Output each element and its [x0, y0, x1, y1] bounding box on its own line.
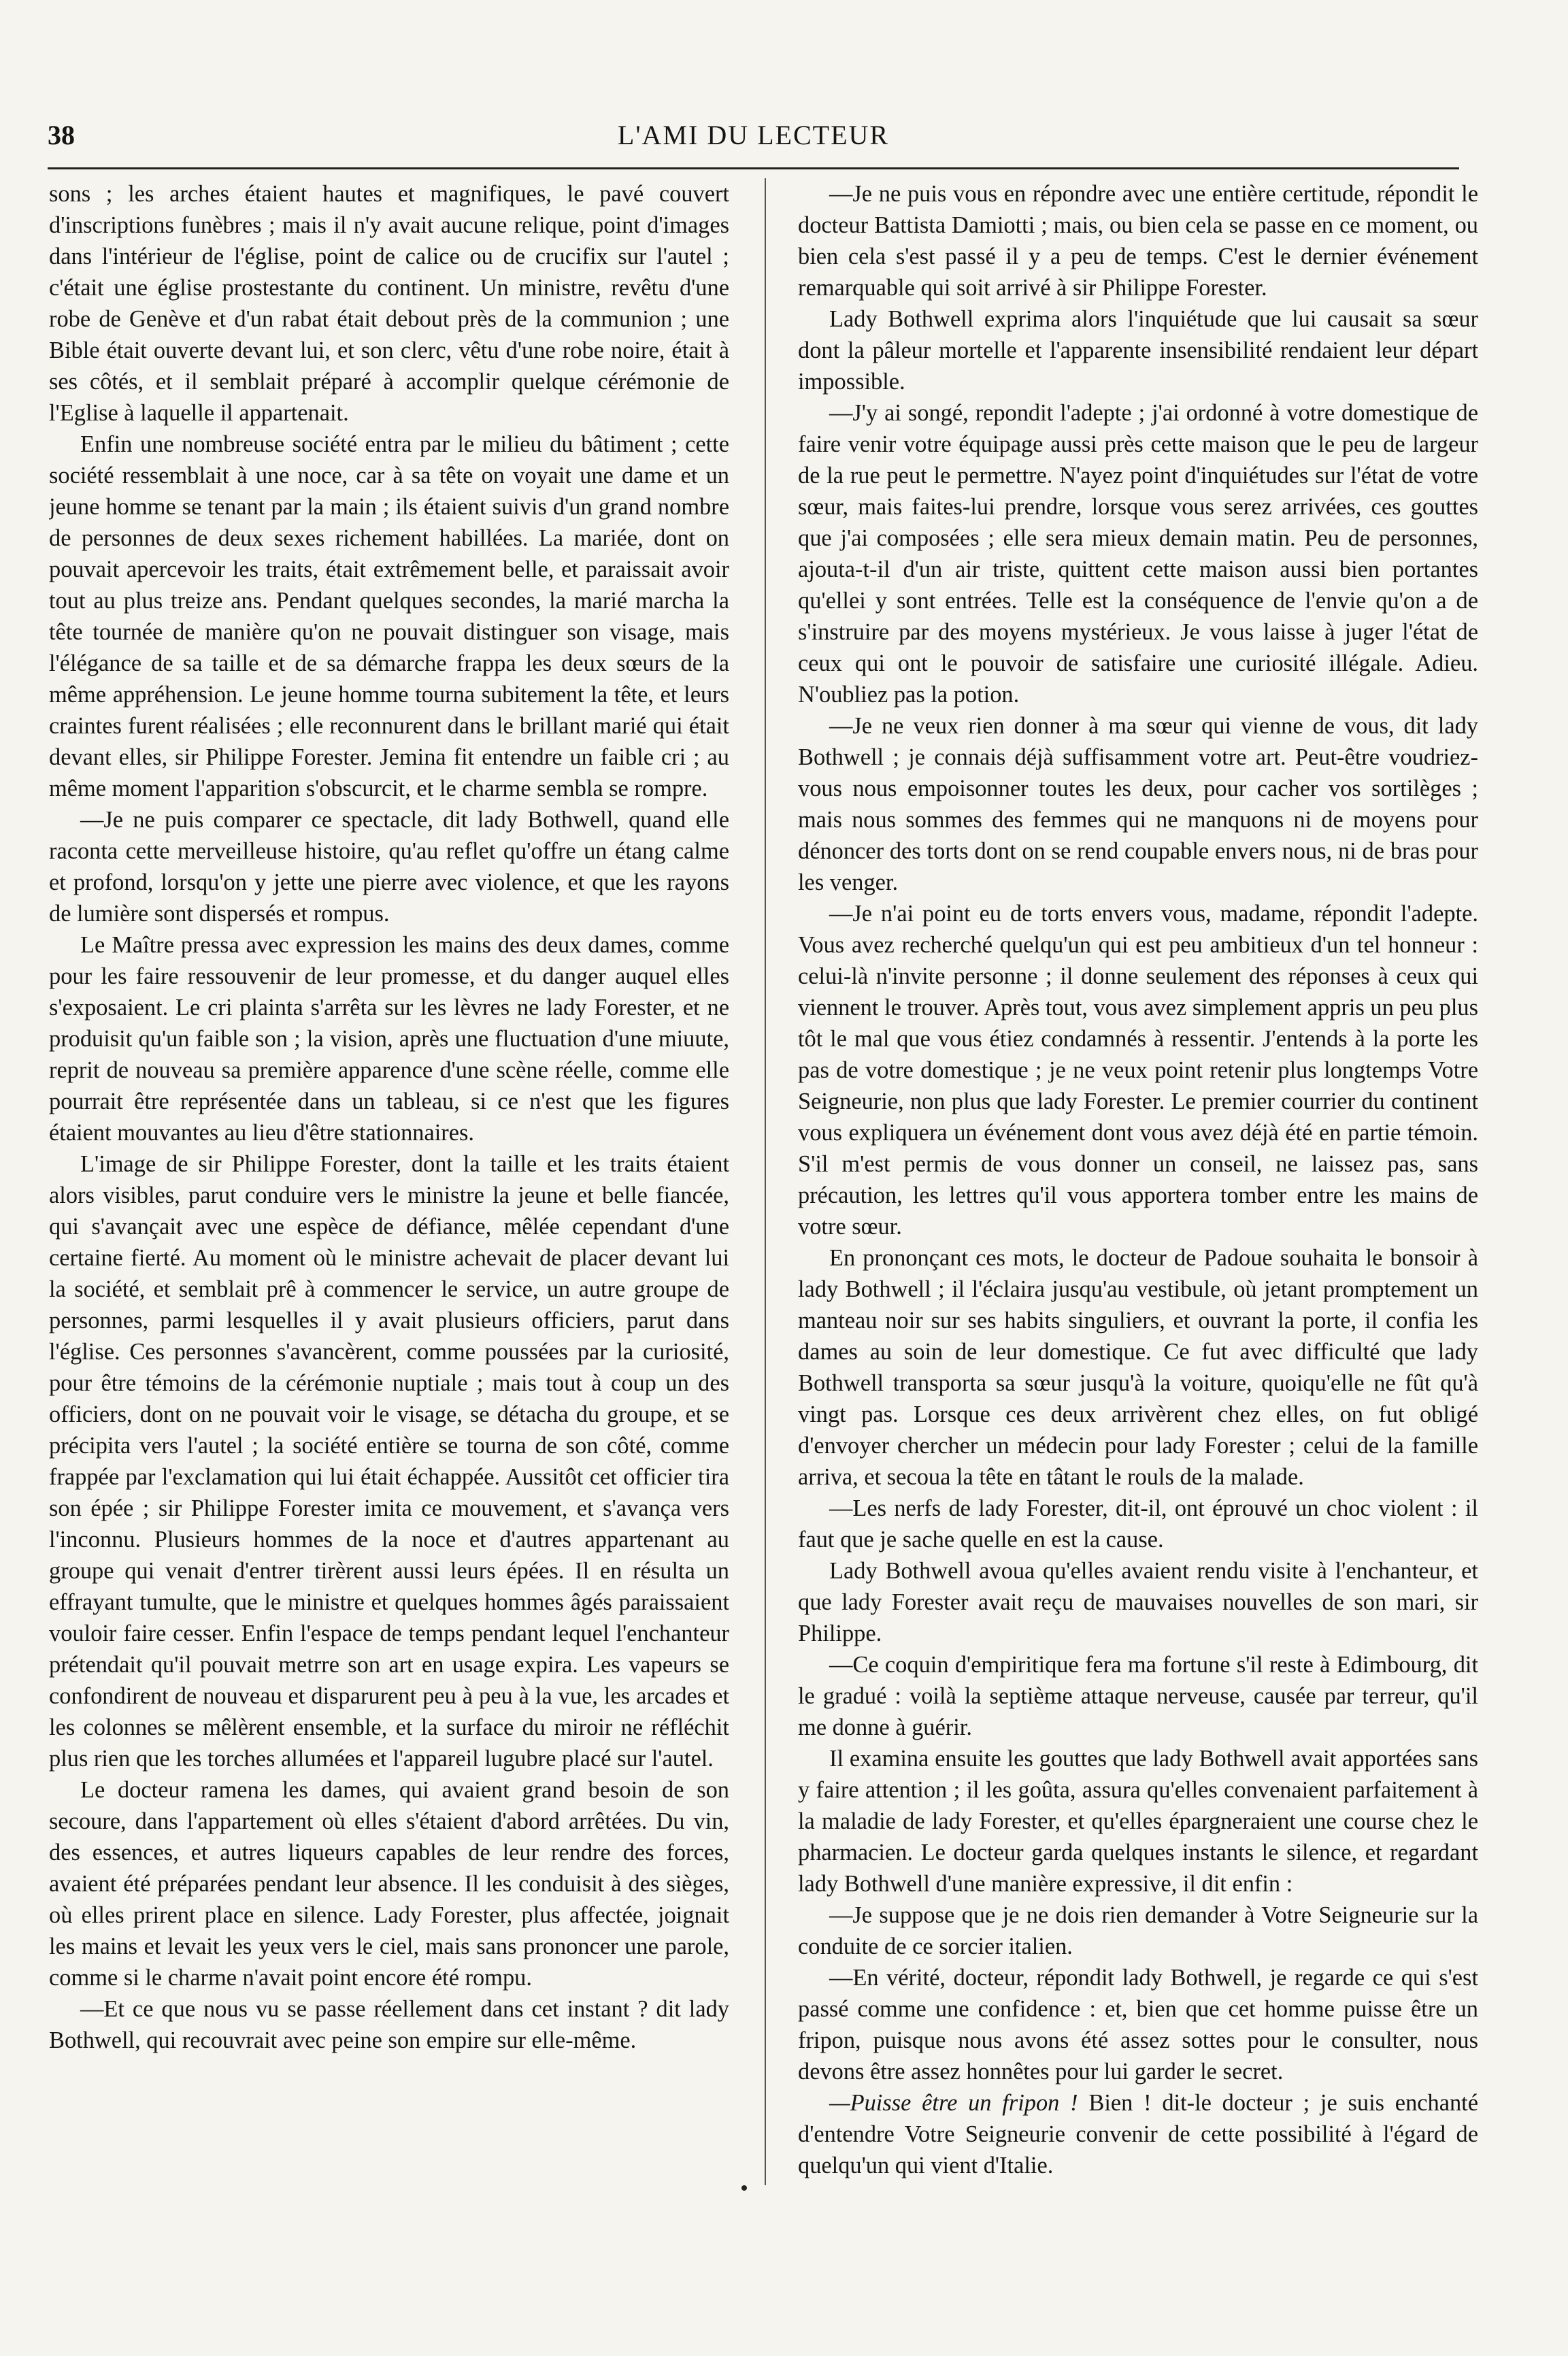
column-divider: [765, 178, 766, 2185]
footer-mark: [741, 2185, 747, 2191]
paragraph: L'image de sir Philippe Forester, dont la taille et les traits étaient alors visibles, parut conduire vers le ministre la jeune et belle fiancée, qui s'avançait avec une espèce de défiance, mêlée cependant d'une certaine fierté. Au moment où le ministre achevait de placer devant lui la société, et semblait prê à commencer le service, un autre groupe de personnes, parmi lesquelles il y avait plusieurs officiers, parut dans l'église. Ces personnes s'avancèrent, comme poussées par la curiosité, pour être témoins de la cérémonie nuptiale ; mais tout à coup un des officiers, dont on ne pouvait voir le visage, se détacha du groupe, et se précipita vers l'autel ; la société entière se tourna de son côté, comme frappée par l'exclamation qui lui était échappée. Aussitôt cet officier tira son épée ; sir Philippe Forester imita ce mouvement, et s'avança vers l'inconnu. Plusieurs hommes de la noce et d'autres appartenant au groupe qui venait d'entrer tirèrent aussi leurs épées. Il en résulta un effrayant tumulte, que le ministre et quelques hommes âgés paraissaient vouloir faire cesser. Enfin l'espace de temps pendant lequel l'enchanteur prétendait qu'il pouvait metrre son art en usage expira. Les vapeurs se confondirent de nouveau et disparurent peu à peu à la vue, les arcades et les colonnes se mêlèrent ensemble, et la surface du miroir ne réfléchit plus rien que les torches allumées et l'appareil lugubre placé sur l'autel.: [49, 1151, 729, 1772]
paragraph: En prononçant ces mots, le docteur de Padoue souhaita le bonsoir à lady Bothwell ; il l'éclaira jusqu'au vestibule, où jetant promptement un manteau noir sur ses habits singuliers, et ouvrant la porte, il confia les dames au soin de leur domestique. Ce fut avec difficulté que lady Bothwell transporta sa sœur jusqu'à la voiture, quoiqu'elle ne fût qu'à vingt pas. Lorsque ces deux arrivèrent chez elles, on fut obligé d'envoyer chercher un médecin pour lady Forester ; celui de la famille arriva, et secoua la tête en tâtant le rouls de la malade.: [798, 1245, 1478, 1490]
italic-quote: —Puisse être un fripon !: [829, 2090, 1078, 2116]
header-rule: [48, 167, 1459, 169]
running-title: L'AMI DU LECTEUR: [617, 120, 890, 150]
paragraph: —En vérité, docteur, répondit lady Bothwell, je regarde ce qui s'est passé comme une confidence : et, bien que cet homme puisse être un fripon, puisque nous avons été assez sottes pour le consulter, nous devons être assez honnêtes pour lui garder le secret.: [798, 1965, 1478, 2085]
paragraph: —Je ne puis vous en répondre avec une entière certitude, répondit le docteur Battista Damiotti ; mais, ou bien cela se passe en ce moment, ou bien cela s'est passé il y a peu de temps. C'est le dernier événement remarquable qui soit arrivé à sir Philippe Forester.: [798, 181, 1478, 301]
paragraph: —Je ne veux rien donner à ma sœur qui vienne de vous, dit lady Bothwell ; je connais déjà suffisamment votre art. Peut-être voudriez-vous nous empoisonner toutes les deux, pour cacher vos sortilèges ; mais nous sommes des femmes qui ne manquons ni de moyens pour dénoncer des torts dont on se rend coupable envers nous, ni de bras pour les venger.: [798, 713, 1478, 895]
page-header: [48, 119, 1459, 167]
paragraph: Lady Bothwell avoua qu'elles avaient rendu visite à l'enchanteur, et que lady Forester avait reçu de mauvaises nouvelles de son mari, sir Philippe.: [798, 1558, 1478, 1646]
paragraph: —Je suppose que je ne dois rien demander à Votre Seigneurie sur la conduite de ce sorcier italien.: [798, 1902, 1478, 1959]
paragraph: Le Maître pressa avec expression les mains des deux dames, comme pour les faire ressouvenir de leur promesse, et du danger auquel elles s'exposaient. Le cri plainta s'arrêta sur les lèvres ne lady Forester, et ne produisit qu'un faible son ; la vision, après une fluctuation d'une miuute, reprit de nouveau sa première apparence d'une scène réelle, comme elle pourrait être représentée dans un tableau, si ce n'est que les figures étaient mouvantes au lieu d'être stationnaires.: [49, 932, 729, 1146]
paragraph: —Et ce que nous vu se passe réellement dans cet instant ? dit lady Bothwell, qui recouvrait avec peine son empire sur elle-même.: [49, 1996, 729, 2053]
paragraph: —Je n'ai point eu de torts envers vous, madame, répondit l'adepte. Vous avez recherché quelqu'un qui est peu ambitieux d'un tel honneur : celui-là n'invite personne ; il donne seulement des réponses à ceux qui viennent le trouver. Après tout, vous avez simplement appris un peu plus tôt le mal que vous étiez condamnés à ressentir. J'entends à la porte les pas de votre domestique ; je ne veux point retenir plus longtemps Votre Seigneurie, non plus que lady Forester. Le premier courrier du continent vous expliquera un événement dont vous avez déjà été en partie témoin. S'il m'est permis de vous donner un conseil, ne laissez pas, sans précaution, les lettres qu'il vous apportera tomber entre les mains de votre sœur.: [798, 901, 1478, 1240]
right-column: [798, 178, 1478, 2301]
paragraph-last: [798, 2087, 1478, 2181]
paragraph: Il examina ensuite les gouttes que lady Bothwell avait apportées sans y faire attention ; il les goûta, assura qu'elles convenaient parfaitement à la maladie de lady Forester, et qu'elles épargneraient une course chez le pharmacien. Le docteur garda quelques instants le silence, et regardant lady Bothwell d'une manière expressive, il dit enfin :: [798, 1746, 1478, 1897]
paragraph: Enfin une nombreuse société entra par le milieu du bâtiment ; cette société ressemblait à une noce, car à sa tête on voyait une dame et un jeune homme se tenant par la main ; ils étaient suivis d'un grand nombre de personnes de deux sexes richement habillées. La mariée, dont on pouvait apercevoir les traits, était extrêmement belle, et paraissait avoir tout au plus treize ans. Pendant quelques secondes, la marié marcha la tête tournée de manière qu'on ne pouvait distinguer son visage, mais l'élégance de sa taille et de sa démarche frappa les deux sœurs de la même appréhension. Le jeune homme tourna subitement la tête, et leurs craintes furent réalisées ; elle reconnurent dans le brillant marié qui était devant elles, sir Philippe Forester. Jemina fit entendre un faible cri ; au même moment l'apparition s'obscurcit, et le charme sembla se rompre.: [49, 431, 729, 801]
paragraph: sons ; les arches étaient hautes et magnifiques, le pavé couvert d'inscriptions funèbres ; mais il n'y avait aucune relique, point d'images dans l'intérieur de l'église, point de calice ou de crucifix sur l'autel ; c'était une église prostestante du continent. Un ministre, revêtu d'une robe de Genève et d'un rabat était debout près de la communion ; une Bible était ouverte devant lui, et son clerc, vêtu d'une robe noire, était à ses côtés, et il semblait préparé à accomplir quelque cérémonie de l'Eglise à laquelle il appartenait.: [49, 181, 729, 426]
paragraph: —Les nerfs de lady Forester, dit-il, ont éprouvé un choc violent : il faut que je sache quelle en est la cause.: [798, 1495, 1478, 1553]
left-column: [49, 178, 729, 2301]
paragraph: Lady Bothwell exprima alors l'inquiétude que lui causait sa sœur dont la pâleur mortelle et l'apparente insensibilité rendaient leur départ impossible.: [798, 306, 1478, 395]
paragraph: Le docteur ramena les dames, qui avaient grand besoin de son secoure, dans l'appartement où elles s'étaient d'abord arrêtées. Du vin, des essences, et autres liqueurs capables de leur rendre des forces, avaient été préparées pendant leur absence. Il les conduisit à des sièges, où elles prirent place en silence. Lady Forester, plus affectée, joignait les mains et levait les yeux vers le ciel, mais sans prononcer une parole, comme si le charme n'avait point encore été rompu.: [49, 1777, 729, 1991]
paragraph: —Je ne puis comparer ce spectacle, dit lady Bothwell, quand elle raconta cette merveilleuse histoire, qu'au reflet qu'offre un étang calme et profond, lorsqu'on y jette une pierre avec violence, et que les rayons de lumière sont dispersés et rompus.: [49, 807, 729, 927]
paragraph: —J'y ai songé, repondit l'adepte ; j'ai ordonné à votre domestique de faire venir votre équipage aussi près cette maison que le peu de largeur de la rue peut le permettre. N'ayez point d'inquiétudes sur l'état de votre sœur, mais faites-lui prendre, lorsque vous serez arrivées, ces gouttes que j'ai composées ; elle sera mieux demain matin. Peu de personnes, ajouta-t-il d'un air triste, quittent cette maison aussi bien portantes qu'ellei y sont entrées. Telle est la conséquence de l'envie qu'on a de s'instruire par des moyens mystérieux. Je vous laisse à juger l'état de ceux qui ont le pouvoir de satisfaire une curiosité illégale. Adieu. N'oubliez pas la potion.: [798, 400, 1478, 708]
paragraph-tail: Bien ! dit-le docteur ; je suis enchanté d'entendre Votre Seigneurie convenir de cette possibilité à l'égard de quelqu'un qui vient d'Italie.: [798, 2090, 1478, 2178]
paragraph: —Ce coquin d'empiritique fera ma fortune s'il reste à Edimbourg, dit le gradué : voilà la septième attaque nerveuse, causée par terreur, qu'il me donne à guérir.: [798, 1652, 1478, 1740]
page-number: 38: [48, 120, 75, 150]
